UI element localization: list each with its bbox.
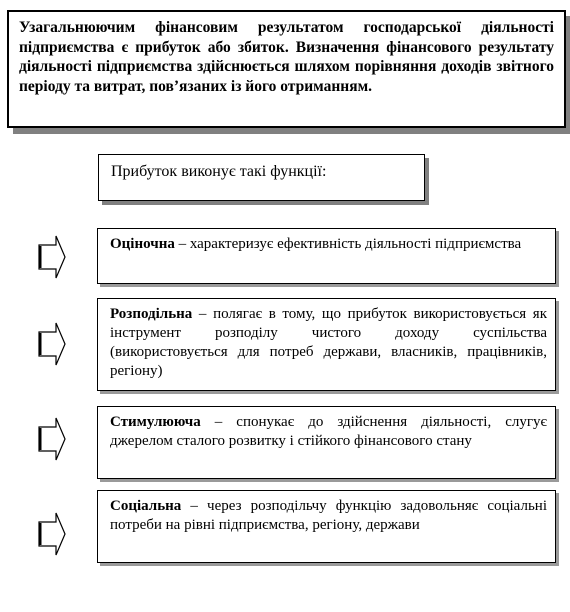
right-arrow-icon <box>38 417 66 461</box>
function-box-distributive <box>97 298 556 391</box>
functions-title: Прибуток виконує такі функції: <box>111 163 327 180</box>
function-box-evaluative <box>97 228 556 284</box>
function-name: Стимулююча <box>110 414 201 430</box>
function-box-stimulating <box>97 406 556 479</box>
function-description: – спонукає до здійснення діяльності, слугує джерелом сталого розвитку і стійкого фінансового стану <box>110 414 547 449</box>
function-description: – полягає в тому, що прибуток використовується як інструмент розподілу чистого доходу суспільства (використовується для потреб держави, власників, працівників, регіону) <box>110 306 547 379</box>
function-box-social <box>97 490 556 563</box>
right-arrow-icon <box>38 235 66 279</box>
right-arrow-icon <box>38 512 66 556</box>
function-description: – характеризує ефективність діяльності підприємства <box>174 236 522 252</box>
intro-text-box <box>7 10 566 128</box>
right-arrow-icon <box>38 322 66 366</box>
function-name: Оціночна <box>110 236 175 252</box>
intro-text: Узагальнюючим фінансовим результатом господарської діяльності підприємства є прибуток або збиток. Визначення фінансового результату діяльності підприємства здійснюється шляхом порівняння доходів звітного періоду та витрат, пов’язаних із його отриманням. <box>19 19 554 95</box>
functions-title-box <box>98 154 425 201</box>
function-name: Соціальна <box>110 498 182 514</box>
function-name: Розподільна <box>110 306 193 322</box>
function-description: – через розподільчу функцію задовольняє соціальні потреби на рівні підприємства, регіону, держави <box>110 498 547 533</box>
